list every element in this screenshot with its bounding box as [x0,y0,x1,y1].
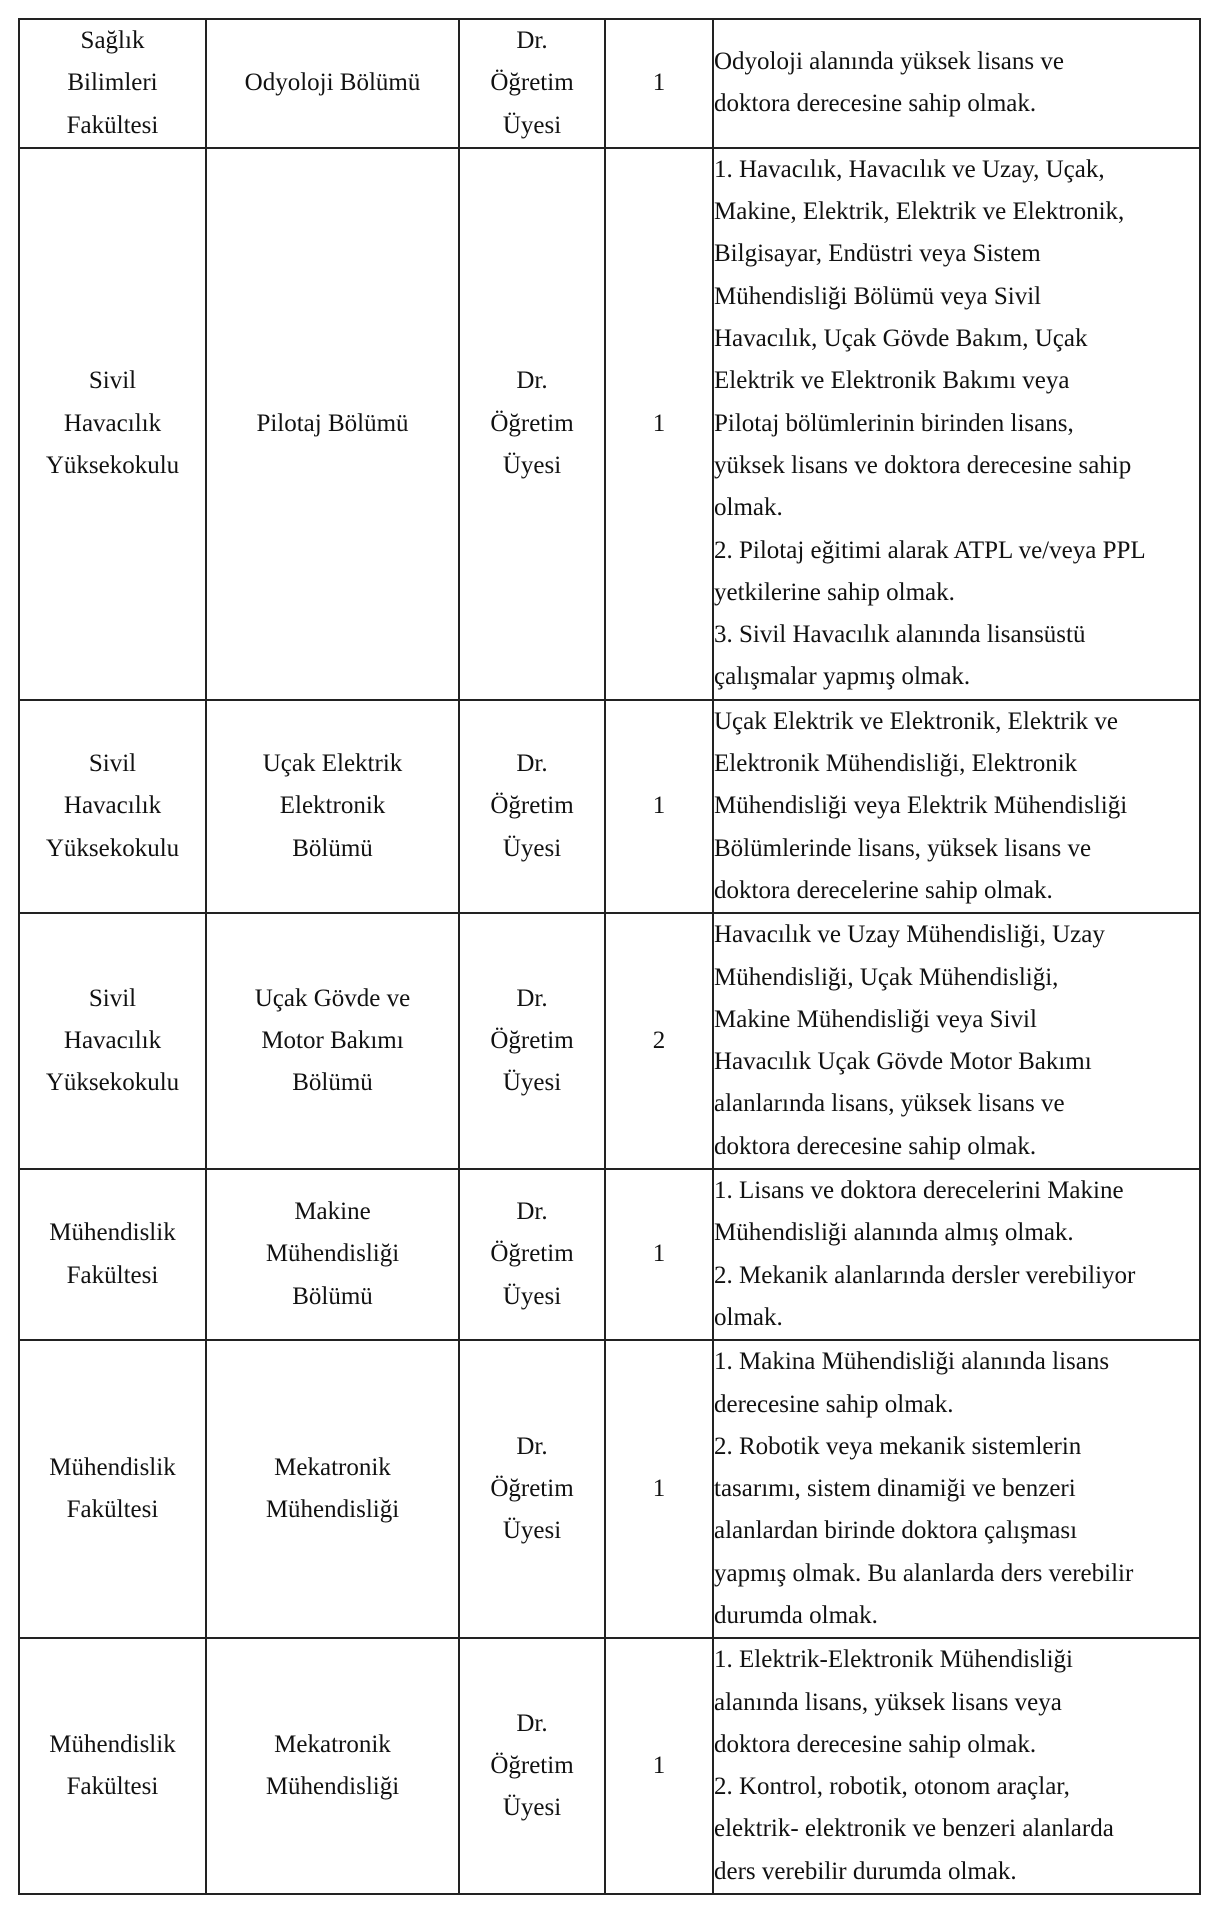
positions-table-body [19,19,1200,1894]
requirement-line: Bölümlerinde lisans, yüksek lisans ve [714,834,1092,862]
requirements-cell [713,1638,1200,1894]
faculty-cell [19,148,206,700]
title-cell [459,1638,605,1894]
department-cell [206,913,459,1169]
requirement-line: 2. Kontrol, robotik, otonom araçlar, [714,1773,1070,1801]
requirement-line: Mühendisliği, Uçak Mühendisliği, [714,963,1059,991]
title-line: Üyesi [502,1282,562,1310]
table-row [19,1340,1200,1638]
faculty-line: Sağlık [80,27,145,54]
title-line: Dr. [516,984,548,1012]
requirements-cell [713,148,1200,700]
requirement-line: 2. Mekanik alanlarında dersler verebiliyor [714,1261,1136,1289]
faculty-cell [19,700,206,913]
positions-table [18,18,1201,1895]
faculty-line: Fakültesi [66,1261,159,1289]
faculty-line: Havacılık [63,1026,162,1054]
faculty-line: Fakültesi [66,1496,159,1524]
requirement-line: doktora derecelerine sahip olmak. [714,876,1053,904]
department-line: Elektronik [279,792,386,820]
department-line: Odyoloji Bölümü [244,69,421,97]
requirement-line: 1. Havacılık, Havacılık ve Uzay, Uçak, [714,155,1105,183]
faculty-line: Havacılık [63,792,162,820]
count-cell [605,700,713,913]
title-line: Öğretim [490,1026,574,1054]
requirement-line: 1. Elektrik-Elektronik Mühendisliği [714,1646,1073,1674]
faculty-line: Mühendislik [49,1219,176,1247]
requirement-line: 2. Pilotaj eğitimi alarak ATPL ve/veya PPL [714,536,1146,564]
requirements-cell [713,700,1200,913]
requirement-line: Elektrik ve Elektronik Bakımı veya [714,367,1070,395]
count-cell [605,19,713,148]
requirement-line: Havacılık Uçak Gövde Motor Bakımı [714,1048,1092,1076]
title-line: Üyesi [502,1069,562,1097]
requirement-line: alanlardan birinde doktora çalışması [714,1517,1078,1545]
count-value: 1 [652,409,666,437]
title-cell [459,700,605,913]
requirement-line: Mühendisliği alanında almış olmak. [714,1219,1074,1247]
department-line: Uçak Gövde ve [254,984,411,1012]
faculty-line: Yüksekokulu [45,834,180,862]
requirement-line: Uçak Elektrik ve Elektronik, Elektrik ve [714,707,1119,735]
faculty-line: Fakültesi [66,1773,159,1801]
count-value: 1 [652,69,666,97]
count-value: 1 [652,792,666,820]
requirement-line: elektrik- elektronik ve benzeri alanlarda [714,1815,1114,1843]
requirement-line: Mühendisliği veya Elektrik Mühendisliği [714,792,1128,820]
title-line: Öğretim [490,1752,574,1780]
faculty-cell [19,1169,206,1340]
faculty-line: Bilimleri [67,69,158,97]
department-line: Mekatronik [274,1730,391,1758]
requirement-line: Havacılık ve Uzay Mühendisliği, Uzay [714,921,1105,949]
faculty-line: Mühendislik [49,1730,176,1758]
title-cell [459,913,605,1169]
requirement-line: alanında lisans, yüksek lisans veya [714,1688,1062,1716]
department-line: Mühendisliği [265,1496,400,1524]
title-line: Dr. [516,1432,548,1460]
title-line: Dr. [516,750,548,778]
requirement-line: Makine, Elektrik, Elektrik ve Elektronik, [714,198,1125,226]
requirement-line: doktora derecesine sahip olmak. [714,90,1037,118]
requirement-line: 1. Lisans ve doktora derecelerini Makine [714,1177,1124,1205]
requirement-line: olmak. [714,494,783,522]
count-value: 1 [652,1240,666,1268]
requirement-line: durumda olmak. [714,1601,878,1629]
department-line: Makine [294,1198,371,1226]
department-cell [206,19,459,148]
requirement-line: Makine Mühendisliği veya Sivil [714,1005,1037,1033]
department-cell [206,700,459,913]
table-row [19,148,1200,700]
requirement-line: Odyoloji alanında yüksek lisans ve [714,48,1064,76]
department-line: Mekatronik [274,1453,391,1481]
faculty-cell [19,913,206,1169]
requirement-line: çalışmalar yapmış olmak. [714,663,971,691]
count-cell [605,1638,713,1894]
title-line: Öğretim [490,69,574,97]
count-cell [605,148,713,700]
title-line: Öğretim [490,1240,574,1268]
count-cell [605,913,713,1169]
table-row [19,1638,1200,1894]
requirement-line: alanlarında lisans, yüksek lisans ve [714,1090,1065,1118]
requirement-line: doktora derecesine sahip olmak. [714,1730,1037,1758]
requirement-line: yüksek lisans ve doktora derecesine sahip [714,451,1132,479]
title-line: Dr. [516,27,548,54]
department-line: Motor Bakımı [261,1026,404,1054]
faculty-line: Sivil [88,984,137,1012]
count-value: 1 [652,1752,666,1780]
requirements-cell [713,1340,1200,1638]
faculty-cell [19,1340,206,1638]
requirements-cell [713,913,1200,1169]
department-cell [206,1340,459,1638]
department-line: Mühendisliği [265,1240,400,1268]
title-cell [459,1340,605,1638]
count-cell [605,1340,713,1638]
requirement-line: 1. Makina Mühendisliği alanında lisans [714,1348,1110,1376]
department-line: Pilotaj Bölümü [256,409,409,437]
requirement-line: Mühendisliği Bölümü veya Sivil [714,282,1042,310]
faculty-line: Havacılık [63,409,162,437]
title-line: Öğretim [490,792,574,820]
requirements-cell [713,1169,1200,1340]
department-line: Bölümü [292,1069,373,1097]
faculty-cell [19,19,206,148]
title-cell [459,1169,605,1340]
title-line: Üyesi [502,451,562,479]
requirement-line: Havacılık, Uçak Gövde Bakım, Uçak [714,325,1088,353]
requirement-line: tasarımı, sistem dinamiği ve benzeri [714,1475,1076,1503]
table-row [19,1169,1200,1340]
requirement-line: yapmış olmak. Bu alanlarda ders verebilir [714,1559,1134,1587]
department-cell [206,148,459,700]
title-line: Dr. [516,367,548,395]
requirement-line: ders verebilir durumda olmak. [714,1857,1017,1885]
title-line: Üyesi [502,834,562,862]
title-line: Üyesi [502,1517,562,1545]
title-line: Üyesi [502,1794,562,1822]
faculty-cell [19,1638,206,1894]
faculty-line: Sivil [88,750,137,778]
title-cell [459,19,605,148]
count-cell [605,1169,713,1340]
department-line: Uçak Elektrik [262,750,403,778]
requirement-line: Bilgisayar, Endüstri veya Sistem [714,240,1041,268]
requirement-line: 2. Robotik veya mekanik sistemlerin [714,1432,1082,1460]
count-value: 1 [652,1475,666,1503]
title-line: Öğretim [490,1475,574,1503]
title-line: Dr. [516,1198,548,1226]
title-line: Üyesi [502,111,562,139]
title-line: Öğretim [490,409,574,437]
department-line: Mühendisliği [265,1773,400,1801]
count-value: 2 [652,1026,666,1054]
table-row [19,700,1200,913]
title-line: Dr. [516,1709,548,1737]
requirement-line: derecesine sahip olmak. [714,1390,954,1418]
requirement-line: 3. Sivil Havacılık alanında lisansüstü [714,621,1086,649]
requirement-line: Elektronik Mühendisliği, Elektronik [714,750,1078,778]
requirement-line: Pilotaj bölümlerinin birinden lisans, [714,409,1074,437]
faculty-line: Yüksekokulu [45,451,180,479]
department-cell [206,1169,459,1340]
requirement-line: olmak. [714,1303,783,1331]
table-row [19,19,1200,148]
department-line: Bölümü [292,1282,373,1310]
faculty-line: Sivil [88,367,137,395]
requirements-cell [713,19,1200,148]
faculty-line: Mühendislik [49,1453,176,1481]
title-cell [459,148,605,700]
table-row [19,913,1200,1169]
requirement-line: yetkilerine sahip olmak. [714,578,955,606]
department-line: Bölümü [292,834,373,862]
faculty-line: Yüksekokulu [45,1069,180,1097]
faculty-line: Fakültesi [66,111,159,139]
department-cell [206,1638,459,1894]
requirement-line: doktora derecesine sahip olmak. [714,1132,1037,1160]
